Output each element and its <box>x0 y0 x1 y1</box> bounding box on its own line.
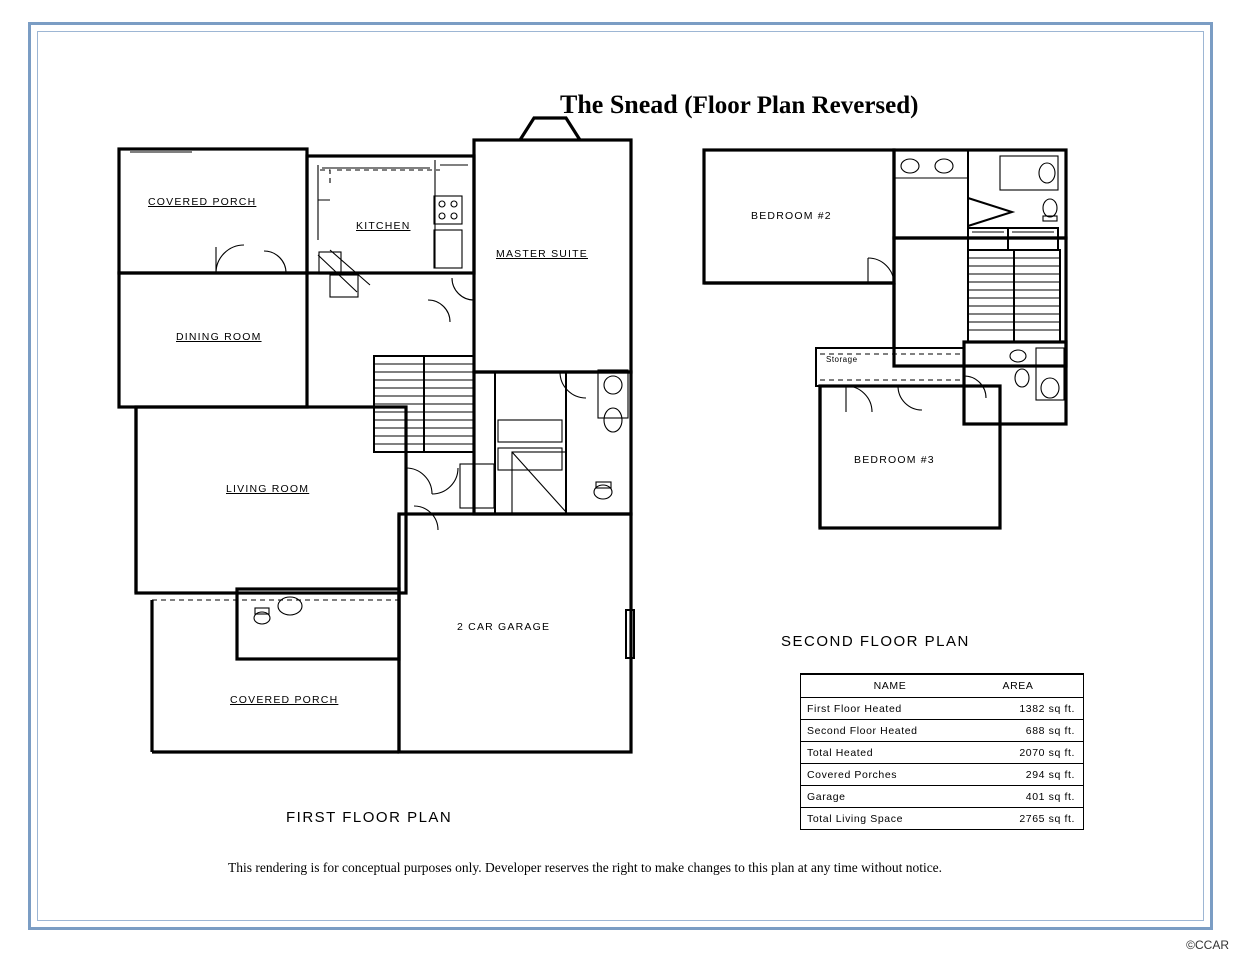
area-table <box>800 673 1084 830</box>
table-cell-area: 294 sq ft. <box>1025 768 1075 781</box>
first-floor-plan-label: FIRST FLOOR PLAN <box>286 809 453 826</box>
room-label-living-room: LIVING ROOM <box>226 483 310 495</box>
table-cell-name: Total Living Space <box>807 812 904 825</box>
table-row <box>801 808 1083 829</box>
table-header-area: AREA <box>1002 680 1034 692</box>
table-cell-area: 1382 sq ft. <box>1019 702 1075 715</box>
table-cell-area: 688 sq ft. <box>1025 724 1075 737</box>
table-cell-name: Second Floor Heated <box>807 724 918 737</box>
disclaimer-text: This rendering is for conceptual purposes only. Developer reserves the right to make changes to this plan at any time without notice. <box>228 860 943 875</box>
table-row <box>801 742 1083 764</box>
title-sub: (Floor Plan Reversed) <box>684 92 919 119</box>
table-row <box>801 764 1083 786</box>
table-header-row <box>801 675 1083 698</box>
table-cell-name: First Floor Heated <box>807 702 902 715</box>
room-label-storage: Storage <box>826 355 858 364</box>
room-label-master-suite: MASTER SUITE <box>496 248 588 260</box>
room-label-covered-porch-upper: COVERED PORCH <box>148 196 257 208</box>
copyright-text: ©CCAR <box>1186 938 1229 952</box>
room-label-dining-room: DINING ROOM <box>176 331 262 343</box>
table-row <box>801 786 1083 808</box>
table-row <box>801 698 1083 720</box>
table-cell-area: 2070 sq ft. <box>1019 746 1075 759</box>
table-cell-name: Covered Porches <box>807 768 898 781</box>
title-main: The Snead <box>560 90 678 119</box>
room-label-bedroom-2: BEDROOM #2 <box>751 210 832 222</box>
room-label-bedroom-3: BEDROOM #3 <box>854 454 935 466</box>
table-header-name: NAME <box>873 680 907 692</box>
table-row <box>801 720 1083 742</box>
room-label-two-car-garage: 2 CAR GARAGE <box>457 621 551 633</box>
second-floor-plan-drawing <box>704 150 1066 528</box>
table-cell-area: 2765 sq ft. <box>1019 812 1075 825</box>
second-floor-plan-label: SECOND FLOOR PLAN <box>781 633 970 650</box>
room-label-kitchen: KITCHEN <box>356 220 411 232</box>
room-label-covered-porch-lower: COVERED PORCH <box>230 694 339 706</box>
table-cell-area: 401 sq ft. <box>1025 790 1075 803</box>
first-floor-plan-drawing <box>119 118 634 752</box>
table-cell-name: Total Heated <box>807 746 874 759</box>
table-cell-name: Garage <box>807 790 846 803</box>
